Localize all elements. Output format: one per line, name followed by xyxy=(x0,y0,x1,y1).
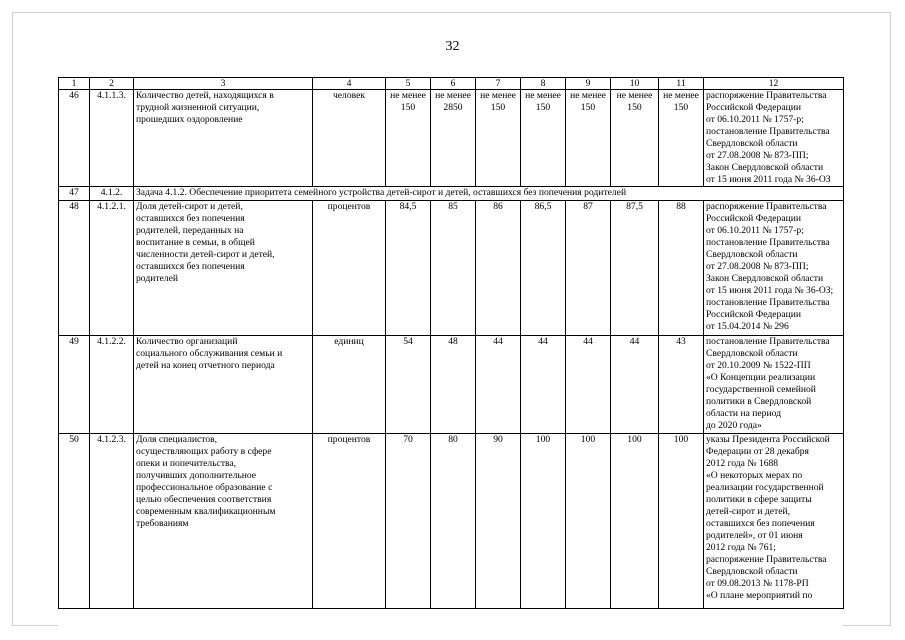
page-number: 32 xyxy=(445,39,460,54)
header-cell: 8 xyxy=(521,78,566,90)
value-cell: не менее 150 xyxy=(616,90,653,113)
header-cell: 11 xyxy=(659,78,704,90)
table-row xyxy=(59,201,844,336)
value-cell: не менее 150 xyxy=(390,90,426,113)
value-cell: не менее 2850 xyxy=(435,90,471,113)
unit: человек xyxy=(313,90,386,187)
header-cell: 1 xyxy=(59,78,90,90)
unit: процентов xyxy=(313,201,386,336)
row-code: 4.1.2.2. xyxy=(90,336,134,434)
indicator-name: Количество детей, находящихся в трудной жизненной ситуации, прошедших оздоровление xyxy=(136,90,274,125)
table-row xyxy=(59,336,844,434)
value-cell: 44 xyxy=(476,336,521,434)
header-cell: 7 xyxy=(476,78,521,90)
row-number: 50 xyxy=(59,434,90,609)
unit: процентов xyxy=(313,434,386,609)
header-cell: 12 xyxy=(704,78,844,90)
value-cell: 54 xyxy=(386,336,431,434)
value-cell: не менее 150 xyxy=(525,90,561,113)
value-cell: 44 xyxy=(521,336,566,434)
row-number: 48 xyxy=(59,201,90,336)
unit: единиц xyxy=(313,336,386,434)
header-cell: 4 xyxy=(313,78,386,90)
header-cell: 6 xyxy=(431,78,476,90)
value-cell: 48 xyxy=(431,336,476,434)
legal-source: указы Президента Российской Федерации от 28 декабря 2012 года № 1688 «О некоторых мерах по реализации государственной политики в сфере защиты детей-сирот и детей, оставшихся без попечения родителей», от 01 июня 2012 года № 761; распоряжение Правительства Свердловской области от 09.08.2013 № 1178-РП «О плане мероприятий по xyxy=(706,434,830,601)
row-number: 46 xyxy=(59,90,90,187)
legal-source: распоряжение Правительства Российской Федерации от 06.10.2011 № 1757-р; постановление Правительства Свердловской области от 27.08.2008 № 873-ПП; Закон Свердловской области от 15 июня 2011 года № 36-ОЗ xyxy=(706,90,831,185)
row-code: 4.1.2.1. xyxy=(90,201,134,336)
header-cell: 3 xyxy=(134,78,313,90)
value-cell: 100 xyxy=(659,434,704,609)
value-cell: не менее 150 xyxy=(480,90,516,113)
header-cell: 9 xyxy=(566,78,611,90)
header-cell: 10 xyxy=(611,78,659,90)
value-cell: 100 xyxy=(521,434,566,609)
value-cell: 87,5 xyxy=(611,201,659,336)
task-row xyxy=(59,187,844,201)
value-cell: 70 xyxy=(386,434,431,609)
value-cell: 84,5 xyxy=(386,201,431,336)
value-cell: 88 xyxy=(659,201,704,336)
indicators-table xyxy=(58,77,844,609)
value-cell: 86 xyxy=(476,201,521,336)
value-cell: 44 xyxy=(566,336,611,434)
row-number: 47 xyxy=(59,187,90,201)
indicator-name: Доля детей-сирот и детей, оставшихся без попечения родителей, переданных на воспитание в семьи, в общей численности детей-сирот и детей, оставшихся без попечения родителей xyxy=(136,201,275,284)
table-row xyxy=(59,434,844,609)
row-number: 49 xyxy=(59,336,90,434)
legal-source: распоряжение Правительства Российской Федерации от 06.10.2011 № 1757-р; постановление Правительства Свердловской области от 27.08.2008 № 873-ПП; Закон Свердловской области от 15 июня 2011 года № 36-ОЗ; постановление Правительства Российской Федерации от 15.04.2014 № 296 xyxy=(706,201,834,332)
value-cell: 86,5 xyxy=(521,201,566,336)
row-code: 4.1.1.3. xyxy=(90,90,134,187)
value-cell: 87 xyxy=(566,201,611,336)
value-cell: не менее 150 xyxy=(663,90,699,113)
legal-source: постановление Правительства Свердловской области от 20.10.2009 № 1522-ПП «О Концепции реализации государственной семейной политики в Свердловской области на период до 2020 года» xyxy=(706,336,830,431)
row-code: 4.1.2.3. xyxy=(90,434,134,609)
indicator-name: Доля специалистов, осуществляющих работу в сфере опеки и попечительства, получивших дополнительное профессиональное образование с целью обеспечения соответствия современным квалификационным требованиям xyxy=(136,434,276,529)
header-cell: 2 xyxy=(90,78,134,90)
value-cell: 100 xyxy=(611,434,659,609)
value-cell: 90 xyxy=(476,434,521,609)
indicator-name: Количество организаций социального обслуживания семьи и детей на конец отчетного периода xyxy=(136,336,283,371)
value-cell: 43 xyxy=(659,336,704,434)
task-title: Задача 4.1.2. Обеспечение приоритета семейного устройства детей-сирот и детей, оставшихся без попечения родителей xyxy=(134,187,844,201)
header-cell: 5 xyxy=(386,78,431,90)
page-bottom-edge xyxy=(58,610,843,640)
column-number-header xyxy=(59,78,844,90)
row-code: 4.1.2. xyxy=(90,187,134,201)
value-cell: 80 xyxy=(431,434,476,609)
value-cell: 100 xyxy=(566,434,611,609)
value-cell: 44 xyxy=(611,336,659,434)
value-cell: не менее 150 xyxy=(570,90,606,113)
value-cell: 85 xyxy=(431,201,476,336)
table-row xyxy=(59,90,844,187)
